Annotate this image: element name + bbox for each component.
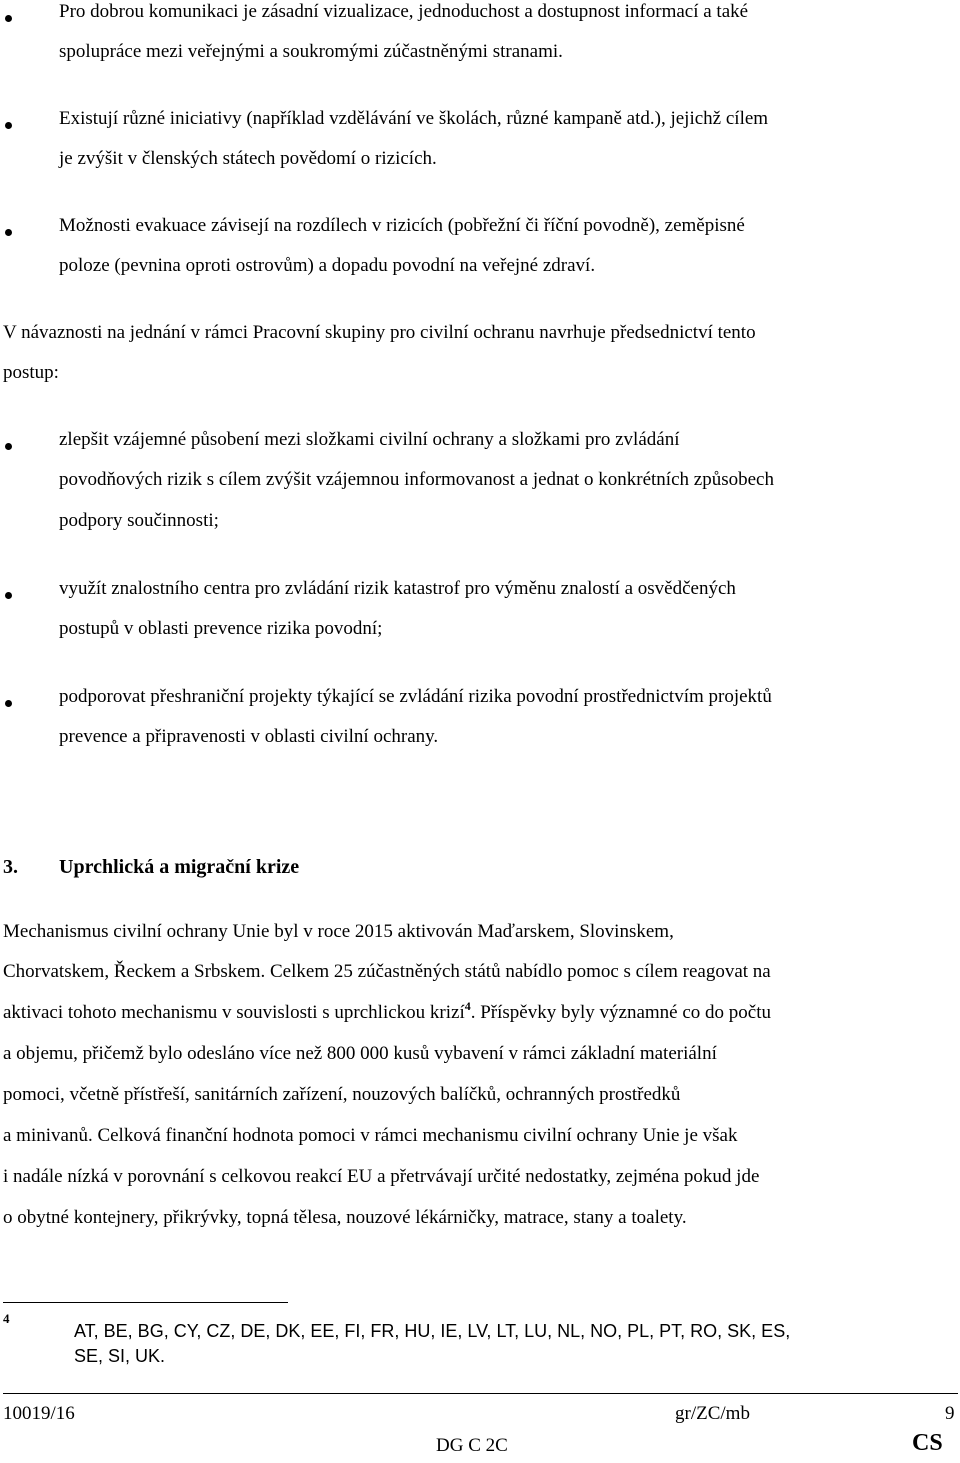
bullet-text: využít znalostního centra pro zvládání rizik katastrof pro výměnu znalostí a osvědčených (59, 578, 736, 599)
bullet-text: Pro dobrou komunikaci je zásadní vizualizace, jednoduchost a dostupnost informací a také (59, 1, 749, 22)
bullet-text: Existují různé iniciativy (například vzdělávání ve školách, různé kampaně atd.), jejichž cílem (59, 108, 769, 129)
bullet-text: zlepšit vzájemné působení mezi složkami civilní ochrany a složkami pro zvládání (59, 429, 680, 450)
paragraph-line: Chorvatskem, Řeckem a Srbskem. Celkem 25 zúčastněných států nabídlo pomoc s cílem reagovat na (3, 961, 771, 982)
bullet-text: povodňových rizik s cílem zvýšit vzájemnou informovanost a jednat o konkrétních způsobech (59, 469, 774, 490)
bullet-text: poloze (pevnina oproti ostrovům) a dopadu povodní na veřejné zdraví. (59, 255, 596, 276)
paragraph-line: i nadále nízká v porovnání s celkovou reakcí EU a přetrvávají určité nedostatky, zejména pokud jde (3, 1166, 760, 1187)
paragraph-line: a minivanů. Celková finanční hodnota pomoci v rámci mechanismu civilní ochrany Unie je však (3, 1125, 738, 1146)
bullet-text: spolupráce mezi veřejnými a soukromými zúčastněnými stranami. (59, 41, 563, 62)
paragraph-text: aktivaci tohoto mechanismu v souvislosti s uprchlickou krizí (3, 1002, 465, 1023)
bullet-icon (5, 700, 12, 707)
footer-initials: gr/ZC/mb (675, 1403, 750, 1424)
intro-text: V návaznosti na jednání v rámci Pracovní skupiny pro civilní ochranu navrhuje předsednictví tento (3, 322, 756, 343)
footnote-reference[interactable]: 4 (464, 999, 471, 1013)
bullet-icon (5, 592, 12, 599)
bullet-icon (5, 122, 12, 129)
footnote-divider (3, 1302, 288, 1303)
bullet-text: je zvýšit v členských státech povědomí o rizicích. (59, 148, 437, 169)
footnote-text: SE, SI, UK. (74, 1346, 166, 1366)
section-number: 3. (3, 856, 18, 878)
paragraph-line: Mechanismus civilní ochrany Unie byl v roce 2015 aktivován Maďarskem, Slovinskem, (3, 921, 674, 942)
intro-text: postup: (3, 362, 59, 383)
footer-directorate: DG C 2C (436, 1435, 508, 1456)
bullet-icon (5, 15, 12, 22)
section-title: Uprchlická a migrační krize (59, 856, 300, 878)
paragraph-line: pomoci, včetně přístřeší, sanitárních zařízení, nouzových balíčků, ochranných prostředků (3, 1084, 681, 1105)
paragraph-text: . Příspěvky byly významné co do počtu (470, 1002, 771, 1023)
bullet-text: Možnosti evakuace závisejí na rozdílech v rizicích (pobřežní či říční povodně), zeměpisné (59, 215, 745, 236)
bullet-text: podpory součinnosti; (59, 510, 219, 531)
footnote-mark: 4 (3, 1311, 10, 1326)
bullet-text: postupů v oblasti prevence rizika povodní; (59, 618, 383, 639)
footer-language-code: CS (912, 1430, 943, 1456)
bullet-text: prevence a připravenosti v oblasti civilní ochrany. (59, 726, 439, 747)
paragraph-line: o obytné kontejnery, přikrývky, topná tělesa, nouzové lékárničky, matrace, stany a toalety. (3, 1207, 687, 1228)
paragraph-line (3, 999, 771, 1024)
bullet-text: podporovat přeshraniční projekty týkající se zvládání rizika povodní prostřednictvím projektů (59, 686, 772, 707)
footer-divider (3, 1393, 958, 1394)
footer-page-number: 9 (945, 1403, 955, 1424)
footer-doc-number: 10019/16 (3, 1403, 75, 1424)
bullet-icon (5, 229, 12, 236)
bullet-icon (5, 443, 12, 450)
footnote-text: AT, BE, BG, CY, CZ, DE, DK, EE, FI, FR, HU, IE, LV, LT, LU, NL, NO, PL, PT, RO, SK, ES, (74, 1321, 791, 1341)
paragraph-line: a objemu, přičemž bylo odesláno více než 800 000 kusů vybavení v rámci základní materiální (3, 1043, 717, 1064)
